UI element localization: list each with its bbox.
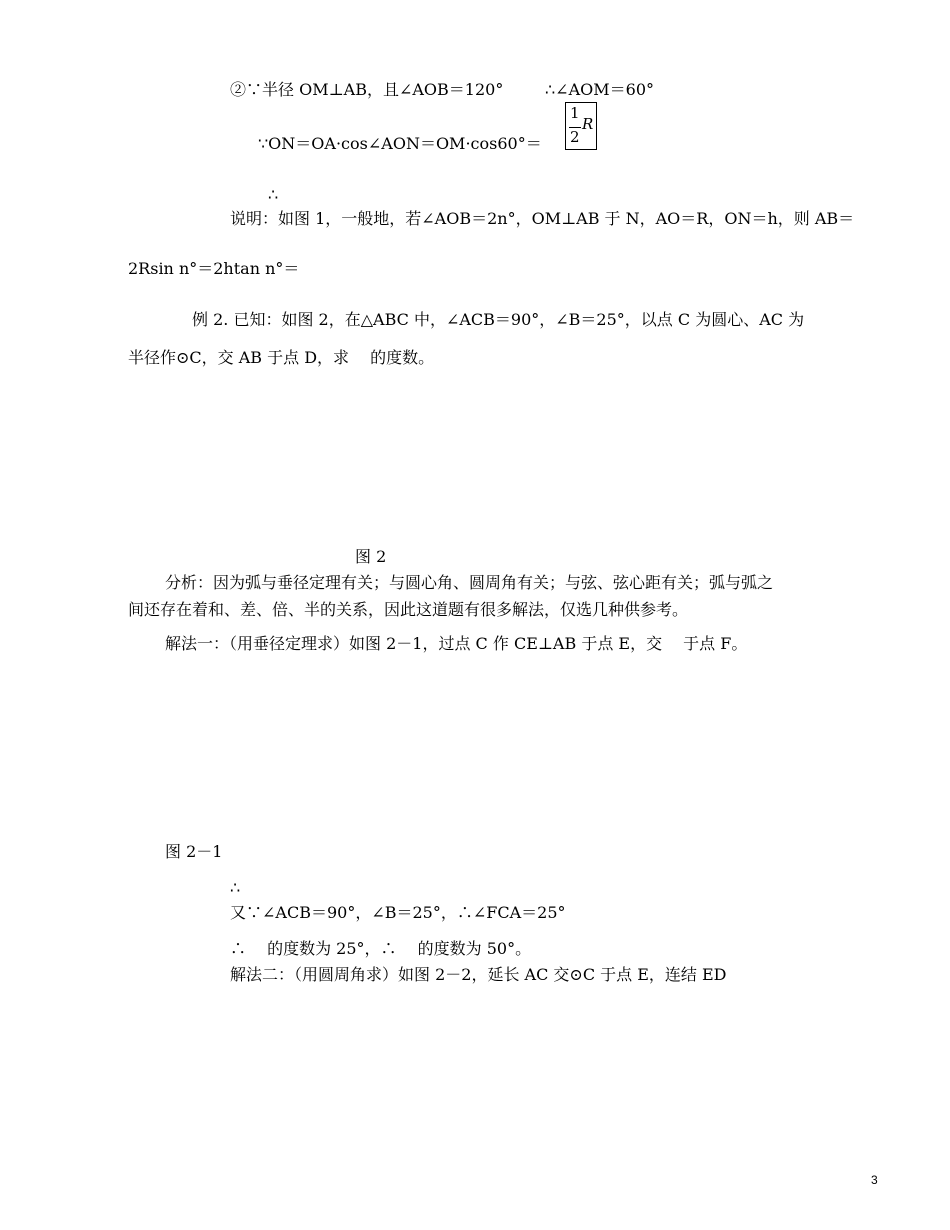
solution-1-line: 解法一：（用垂径定理求）如图 2－1，过点 C 作 CE⊥AB 于点 E，交 于点 F。: [165, 634, 748, 653]
explanation-line: 说明：如图 1，一般地，若∠AOB＝2n°，OM⊥AB 于 N，AO＝R，ON＝h，则 AB＝: [230, 209, 855, 228]
page-number: 3: [871, 1173, 878, 1187]
analysis-line-1: 分析：因为弧与垂径定理有关；与圆心角、圆周角有关；与弦、弦心距有关；弧与弧之: [165, 573, 774, 592]
line-radius-perpendicular: ②∵半径 OM⊥AB，且∠AOB＝120°: [230, 80, 504, 99]
solution-2-line: 解法二：（用圆周角求）如图 2－2，延长 AC 交⊙C 于点 E，连结 ED: [230, 965, 727, 984]
figure-2-caption: 图 2: [355, 547, 387, 566]
therefore-symbol-2: ∴: [230, 878, 241, 897]
fraction-variable: R: [582, 115, 594, 133]
figure-2-1-caption: 图 2－1: [165, 842, 223, 861]
solution-1-conclusion: ∴ 的度数为 25°，∴ 的度数为 50°。: [230, 939, 532, 958]
fraction-denominator: 2: [570, 128, 580, 146]
therefore-symbol: ∴: [268, 185, 279, 204]
example-2-title: 例 2. 已知：如图 2，在△ABC 中，∠ACB＝90°，∠B＝25°，以点 C 为圆心、AC 为: [192, 310, 805, 329]
example-2-line-2: 半径作⊙C，交 AB 于点 D，求 的度数。: [128, 348, 435, 367]
analysis-line-2: 间还存在着和、差、倍、半的关系，因此这道题有很多解法，仅选几种供参考。: [128, 600, 689, 619]
solution-1-step: 又∵∠ACB＝90°，∠B＝25°，∴∠FCA＝25°: [230, 903, 566, 922]
line-on-equation: ∵ON＝OA·cos∠AON＝OM·cos60°＝: [258, 134, 542, 153]
fraction-numerator: 1: [570, 104, 580, 122]
explanation-line-cont: 2Rsin n°＝2htan n°＝: [128, 259, 300, 278]
fraction-half-r: [565, 102, 597, 150]
line-angle-aom: ∴∠AOM＝60°: [545, 80, 655, 99]
